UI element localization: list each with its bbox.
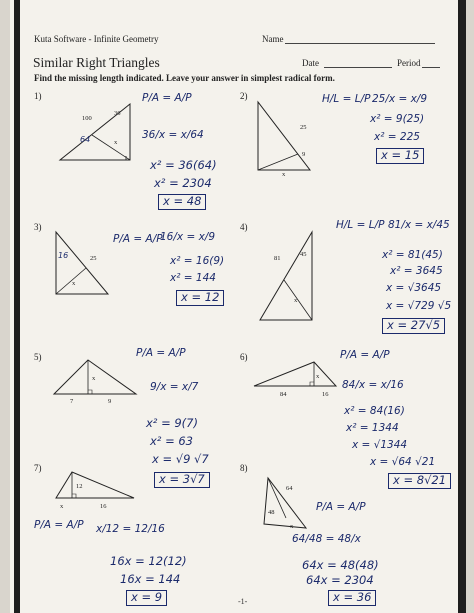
work-line: x = √1344	[352, 439, 408, 451]
work-line: P/A = A/P	[340, 349, 390, 361]
publisher-label: Kuta Software - Infinite Geometry	[34, 34, 159, 44]
work-line: P/A = A/P	[142, 92, 192, 104]
work-line: 9/x = x/7	[150, 381, 199, 393]
work-line: x² = 84(16)	[344, 405, 405, 417]
triangle-figure	[50, 228, 120, 300]
problem-number: 8)	[240, 463, 248, 473]
work-line: 16/x = x/9	[160, 231, 216, 243]
binder-edge	[14, 0, 20, 613]
svg-text:9: 9	[302, 151, 306, 158]
svg-text:100: 100	[82, 115, 92, 122]
work-line: 16x = 12(12)	[110, 554, 187, 568]
problem-number: 4)	[240, 222, 248, 232]
problem-number: 3)	[34, 222, 42, 232]
work-line: x² = 9(25)	[370, 113, 425, 125]
work-line: x² = 63	[150, 434, 193, 448]
svg-text:16: 16	[58, 251, 69, 260]
svg-text:48: 48	[268, 509, 275, 516]
work-line: P/A = A/P	[34, 519, 84, 531]
work-line: x = √64 √21	[370, 456, 436, 468]
work-line: x² = 144	[170, 272, 216, 284]
triangle-figure	[52, 100, 144, 168]
triangle-figure	[260, 468, 322, 536]
svg-text:7: 7	[70, 398, 74, 405]
svg-text:45: 45	[300, 251, 307, 258]
problem-number: 5)	[34, 352, 42, 362]
answer-box: x = 15	[376, 148, 424, 164]
svg-text:x: x	[72, 280, 76, 287]
svg-text:9: 9	[108, 398, 112, 405]
svg-text:16: 16	[322, 391, 329, 398]
work-line: x² = 1344	[346, 422, 399, 434]
work-line: P/A = A/P	[136, 347, 186, 359]
work-line: x = √729 √5	[386, 300, 452, 312]
svg-text:36: 36	[114, 110, 121, 117]
svg-text:64: 64	[286, 485, 293, 492]
answer-box: x = 12	[176, 290, 224, 306]
date-label: Date	[302, 58, 319, 68]
triangle-figure	[50, 356, 140, 412]
work-line: x² = 225	[374, 131, 420, 143]
name-label: Name	[262, 34, 284, 44]
problem-number: 2)	[240, 91, 248, 101]
svg-text:x: x	[92, 375, 96, 382]
work-line: x = √9 √7	[152, 452, 209, 466]
binder-edge	[458, 0, 466, 613]
work-line: P/A = A/P	[316, 501, 366, 513]
problem-number: 7)	[34, 463, 42, 473]
triangle-figure	[254, 228, 322, 326]
work-line: 64x = 2304	[306, 573, 374, 587]
svg-text:x: x	[294, 297, 298, 304]
triangle-figure	[250, 98, 330, 178]
page-number: -1-	[238, 597, 248, 606]
work-line: 16x = 144	[120, 572, 181, 586]
answer-box: x = 36	[328, 590, 376, 606]
period-label: Period	[397, 58, 421, 68]
answer-box: x = 9	[126, 590, 167, 606]
work-line: x² = 81(45)	[382, 249, 443, 261]
name-line	[285, 43, 435, 44]
work-line: 81/x = x/45	[388, 219, 450, 231]
triangle-figure	[50, 468, 140, 516]
work-line: 25/x = x/9	[372, 93, 428, 105]
instructions: Find the missing length indicated. Leave your answer in simplest radical form.	[34, 73, 335, 83]
work-line: x² = 16(9)	[170, 255, 225, 267]
svg-text:25: 25	[90, 255, 97, 262]
answer-box: x = 8√21	[388, 473, 451, 489]
answer-box: x = 3√7	[154, 472, 210, 488]
work-line: x/12 = 12/16	[96, 523, 165, 535]
page-title: Similar Right Triangles	[33, 55, 160, 70]
svg-text:x: x	[316, 373, 320, 380]
work-line: P/A = A/P	[113, 233, 163, 245]
worksheet-page	[10, 0, 466, 613]
work-line: 84/x = x/16	[342, 379, 404, 391]
svg-text:25: 25	[300, 124, 307, 131]
work-line: x² = 36(64)	[150, 158, 217, 172]
svg-text:x: x	[282, 171, 286, 178]
answer-box: x = 48	[158, 194, 206, 210]
svg-text:x: x	[114, 139, 118, 146]
work-line: 64/48 = 48/x	[292, 533, 361, 545]
triangle-figure	[250, 356, 350, 406]
work-line: x² = 9(7)	[146, 416, 198, 430]
svg-text:16: 16	[100, 503, 107, 510]
svg-text:x: x	[60, 503, 64, 510]
work-line: H/L = L/P	[322, 93, 371, 105]
work-line: x = √3645	[386, 282, 442, 294]
svg-text:x: x	[290, 523, 294, 530]
work-line: 64x = 48(48)	[302, 558, 379, 572]
work-line: x² = 2304	[154, 176, 212, 190]
period-line	[422, 67, 440, 68]
answer-box: x = 27√5	[382, 318, 445, 334]
problem-number: 6)	[240, 352, 248, 362]
date-line	[324, 67, 392, 68]
svg-text:84: 84	[280, 391, 287, 398]
svg-text:81: 81	[274, 255, 281, 262]
svg-text:12: 12	[76, 483, 83, 490]
svg-text:64: 64	[80, 135, 91, 144]
work-line: x² = 3645	[390, 265, 443, 277]
work-line: 36/x = x/64	[142, 129, 204, 141]
work-line: H/L = L/P	[336, 219, 385, 231]
problem-number: 1)	[34, 91, 42, 101]
